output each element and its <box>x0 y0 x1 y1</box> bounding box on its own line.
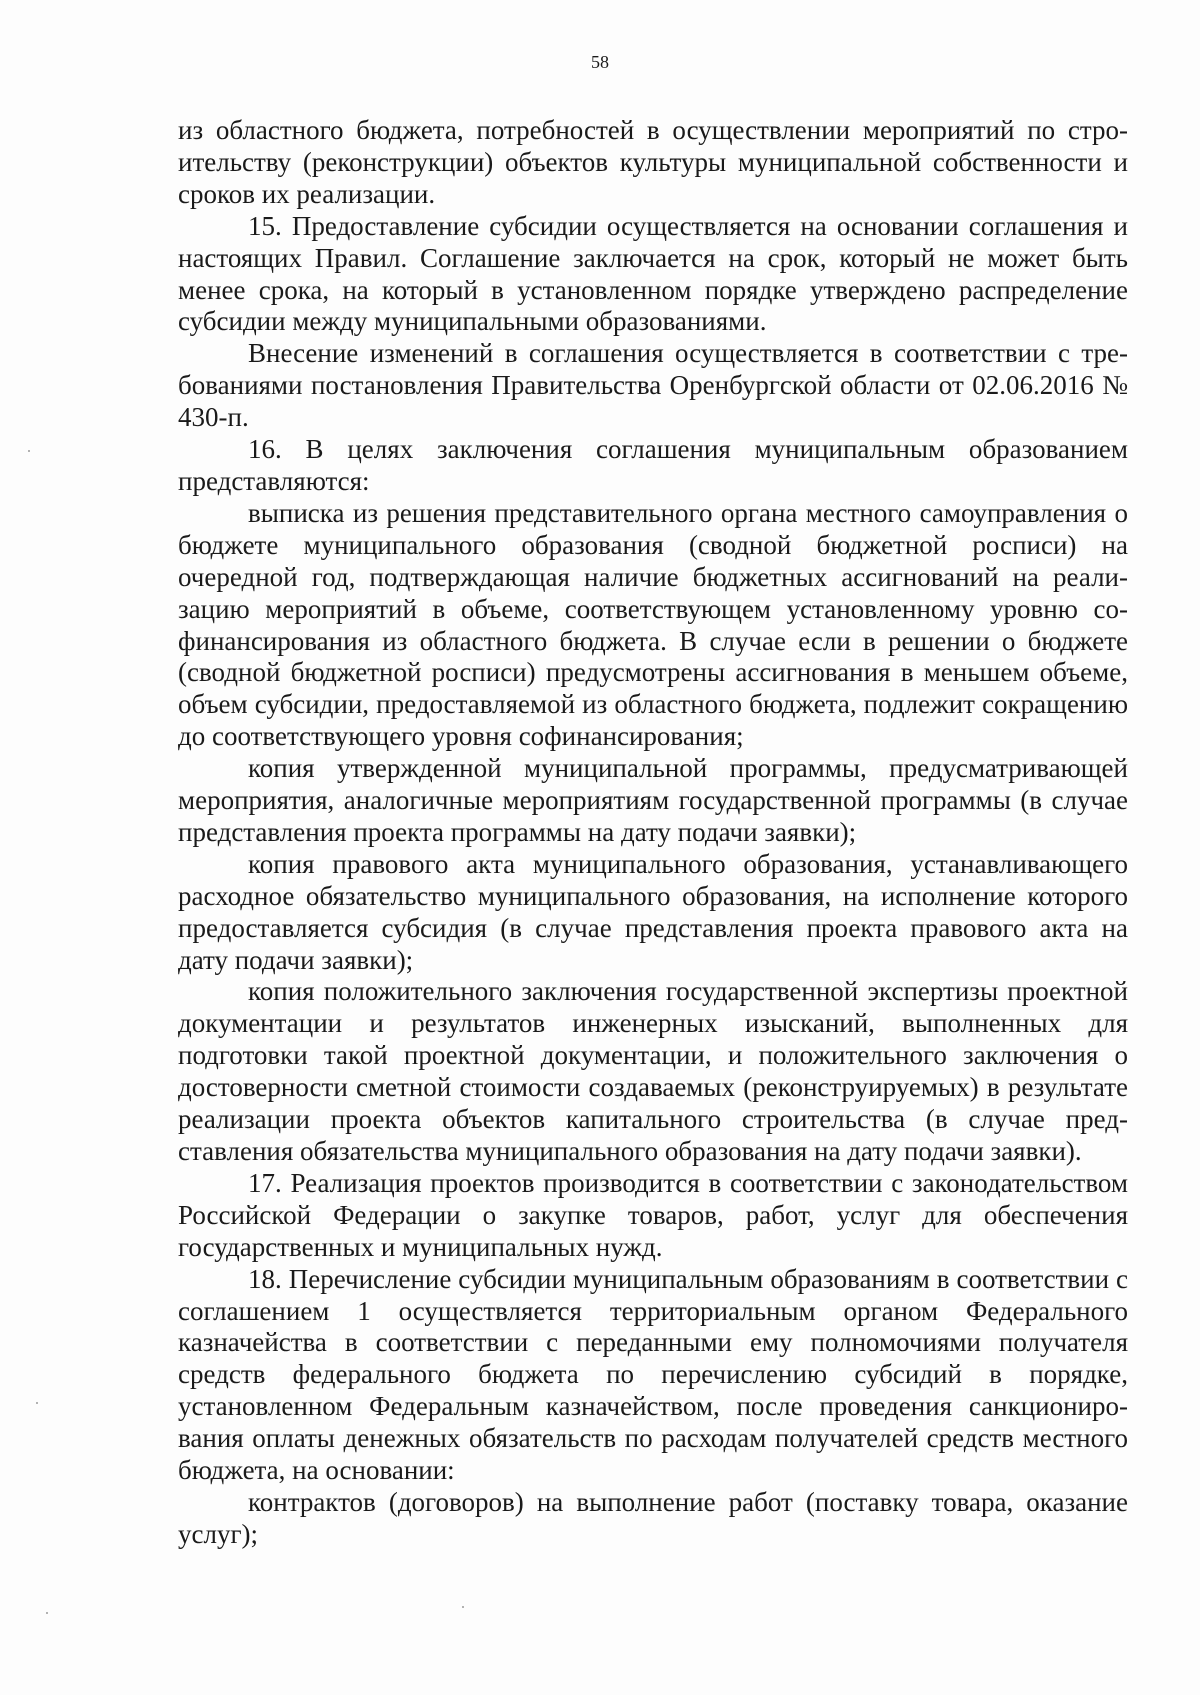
document-body <box>178 115 1128 1551</box>
paragraph-continuation: из областного бюджета, потребностей в осуществлении мероприятий по строительству (реконструкции) объектов культуры муниципальной собственности и сроков их реализации. <box>178 115 1128 209</box>
paragraph-16-item-program-copy: копия утвержденной муниципальной программы, предусматривающей мероприятия, аналогичные мероприятиям государственной программы (в случае представления проекта программы на дату подачи заявки); <box>178 753 1128 847</box>
paragraph-16: 16. В целях заключения соглашения муниципальным образованием представляются: <box>178 434 1128 496</box>
paragraph-16-item-legal-act-copy: копия правового акта муниципального образования, устанавливающего расходное обязательство муниципального образования, на исполнение которого предоставляется субсидия (в случае представления проекта правового акта на дату подачи заявки); <box>178 848 1128 975</box>
paragraph-amendments: Внесение изменений в соглашения осуществляется в соответствии с требованиями постановления Правительства Оренбургской области от 02.06.2016 № 430-п. <box>178 338 1128 433</box>
paragraph-16-item-budget-extract: выписка из решения представительного органа местного самоуправления о бюджете муниципального образования (сводной бюджетной росписи) на очередной год, подтверждающая наличие бюджетных ассигнований на реализацию мероприятий в объеме, соответствующем установленному уровню софинансирования из областного бюджета. В случае если в решении о бюджете (сводной бюджетной росписи) предусмотрены ассигнования в меньшем объеме, объем субсидии, предоставляемой из областного бюджета, подлежит сокращению до соответствующего уровня софинансирования; <box>178 497 1128 752</box>
paragraph-16-item-expertise-copy: копия положительного заключения государственной экспертизы проектной документации и результатов инженерных изысканий, выполненных для подготовки такой проектной документации, и положительного заключения о достоверности сметной стоимости создаваемых (реконструируемых) в результате реализации проекта объектов капитального строительства (в случае представления обязательства муниципального образования на дату подачи заявки). <box>178 976 1128 1166</box>
scan-speck <box>36 1402 38 1404</box>
scan-speck <box>28 450 30 452</box>
scan-speck <box>46 1612 48 1614</box>
paragraph-17: 17. Реализация проектов производится в соответствии с законодательством Российской Федерации о закупке товаров, работ, услуг для обеспечения государственных и муниципальных нужд. <box>178 1167 1128 1262</box>
paragraph-18: 18. Перечисление субсидии муниципальным образованиям в соответствии с соглашением 1 осуществляется территориальным органом Федерального казначейства в соответствии с переданными ему полномочиями получателя средств федерального бюджета по перечислению субсидий в порядке, установленном Федеральным казначейством, после проведения санкционирования оплаты денежных обязательств по расходам получателей средств местного бюджета, на основании: <box>178 1263 1128 1486</box>
paragraph-18-item-contracts: контрактов (договоров) на выполнение работ (поставку товара, оказание услуг); <box>178 1486 1128 1549</box>
page-number: 58 <box>591 52 609 72</box>
paragraph-15: 15. Предоставление субсидии осуществляется на основании соглашения и настоящих Правил. Соглашение заключается на срок, который не может быть менее срока, на который в установленном порядке утверждено распределение субсидии между муниципальными образованиями. <box>178 210 1128 337</box>
scan-speck <box>462 1606 464 1608</box>
